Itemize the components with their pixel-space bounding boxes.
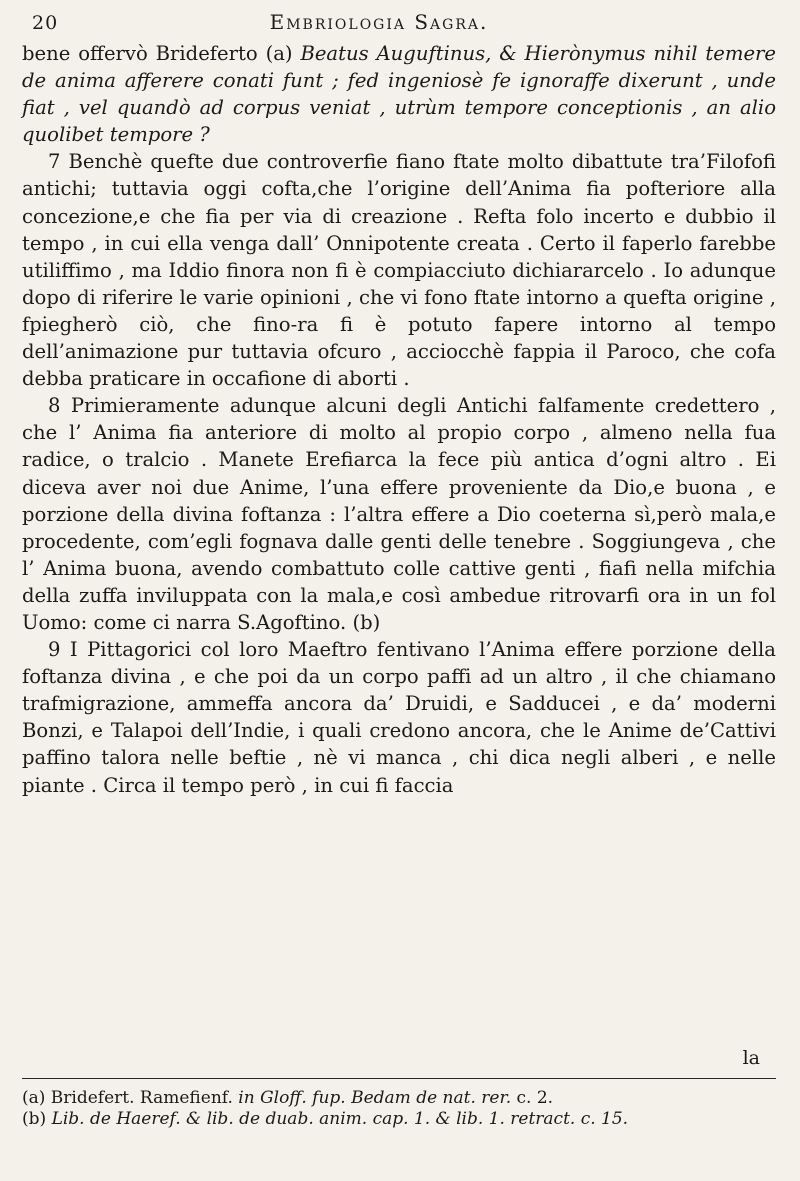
catchword: la — [742, 1047, 760, 1069]
footnote-divider — [22, 1078, 776, 1079]
footnote-ref-a: (a) — [265, 42, 293, 65]
page-number: 20 — [32, 12, 59, 34]
running-title: Embriologia Sagra. — [269, 10, 489, 34]
text: Bridefert. Ramefienf. — [45, 1088, 239, 1108]
latin-quote: Beatus Auguftinus, & Hierònymus nihil temere de anima afferere conati funt ; fed ingeniosè fe ignoraffe dixerunt , unde fiat , vel quandò ad corpus veniat , utrùm tempore conceptionis , an alio quolibet tempore ? — [22, 42, 777, 147]
footnote-b — [22, 1109, 776, 1130]
running-header — [22, 10, 776, 40]
footnote-ref-b: (b) — [352, 610, 381, 634]
paragraph-7: 7 Benchè quefte due controverfie fiano ftate molto dibattute tra’Filofofi antichi; tuttavia oggi cofta,che l’origine dell’Anima fia pofteriore alla concezione,e che fia per via di creazione . Refta folo incerto e dubbio il tempo , in cui ella venga dall’ Onnipotente creata . Certo il faperlo farebbe utiliffimo , ma Iddio finora non fi è compiacciuto dichiararcelo . Io adunque dopo di riferire le varie opinioni , che vi fono ftate intorno a quefta origine , fpiegherò ciò, che fino-ra fi è potuto fapere intorno al tempo dell’animazione pur tuttavia ofcuro , acciocchè fappia il Paroco, che cofa debba praticare in occafione di aborti . — [22, 150, 776, 391]
footnote-a — [22, 1088, 776, 1109]
footnote-mark: (a) — [22, 1088, 46, 1108]
footnote-mark: (b) — [22, 1109, 47, 1129]
paragraph-8 — [22, 392, 776, 636]
footnotes — [22, 1088, 776, 1130]
citation: Lib. de Haeref. & lib. de duab. anim. cap. 1. & lib. 1. retract. c. 15. — [51, 1109, 629, 1129]
paragraph-9: 9 I Pittagorici col loro Maeftro fentivano l’Anima effere porzione della foftanza divina , e che poi da un corpo paffi ad un altro , il che chiamano trafmigrazione, ammeffa ancora da’ Druidi, e Sadducei , e da’ moderni Bonzi, e Talapoi dell’Indie, i quali credono ancora, che le Anime de’Cattivi paffino talora nelle beftie , nè vi manca , chi dica negli alberi , e nelle piante . Circa il tempo però , in cui fi faccia — [22, 638, 776, 797]
text: 8 Primieramente adunque alcuni degli Antichi falfamente credettero , che l’ Anima fia anteriore di molto al propio corpo , almeno nella fua radice, o tralcio . Manete Erefiarca la fece più antica d’ogni altro . Ei diceva aver noi due Anime, l’una effere proveniente da Dio,e buona , e porzione della divina foftanza : l’altra effere a Dio coeterna sì,però mala,e procedente, com’egli fognava dalle genti delle tenebre . Soggiungeva , che l’ Anima buona, avendo combattuto colle cattive genti , fiafi nella mifchia della zuffa inviluppata con la mala,e così ambedue ritrovarfi ora in un fol Uomo: come ci narra S.Agoftino. — [22, 394, 776, 634]
paragraph-6-continuation — [22, 40, 776, 148]
main-text — [22, 40, 776, 799]
citation: in Gloff. fup. Bedam de nat. rer. — [238, 1088, 512, 1108]
text: bene offervò Brideferto — [22, 42, 266, 65]
text: c. 2. — [511, 1088, 554, 1108]
